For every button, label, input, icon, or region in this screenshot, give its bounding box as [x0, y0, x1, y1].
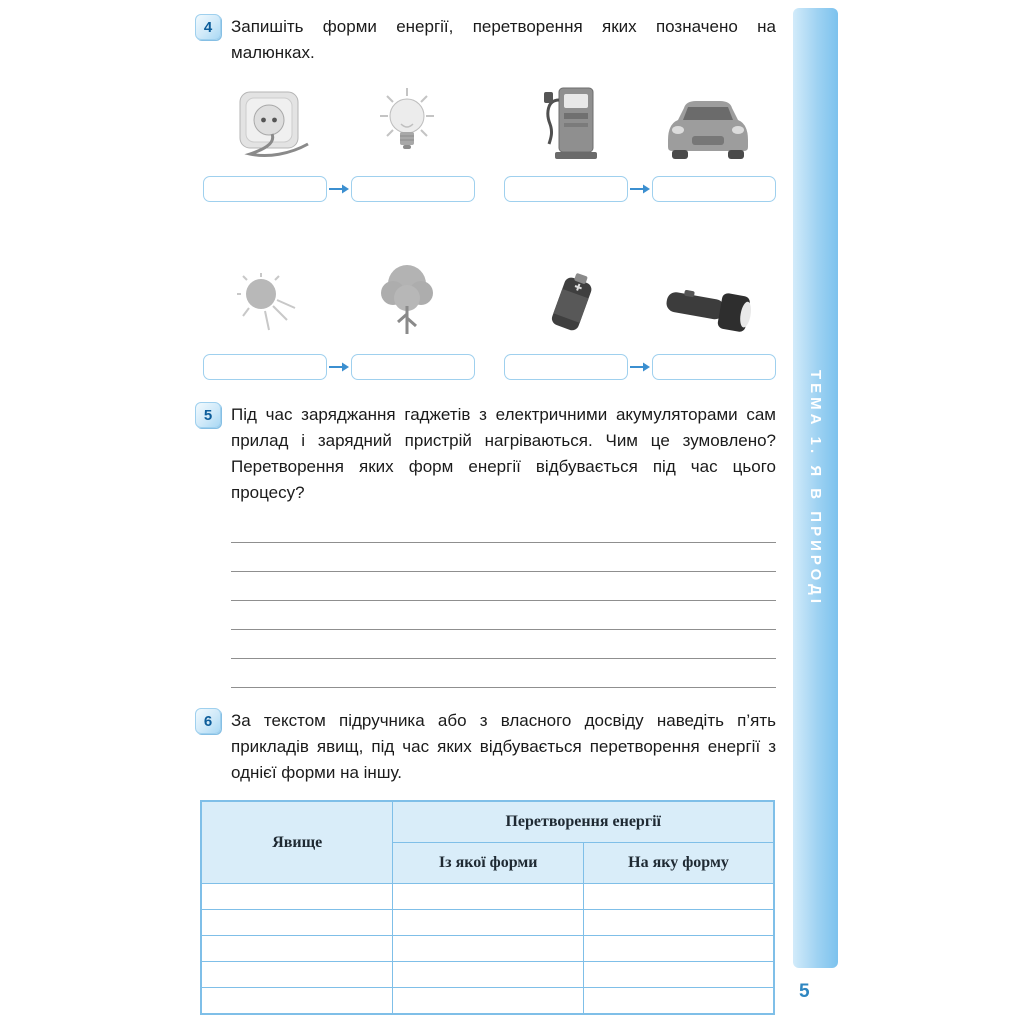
- table-row: [201, 884, 774, 910]
- writing-line[interactable]: [231, 630, 776, 659]
- table-cell[interactable]: [583, 910, 774, 936]
- table-cell[interactable]: [201, 988, 393, 1015]
- answer-box[interactable]: [652, 176, 776, 202]
- exercise-5-badge: [195, 402, 221, 428]
- answer-box[interactable]: [203, 176, 327, 202]
- writing-line[interactable]: [231, 543, 776, 572]
- exercise-4-text: Запишіть форми енергії, перетворення яких позначено на малюнках.: [231, 17, 776, 62]
- theme-sidebar: [793, 8, 838, 968]
- table-cell[interactable]: [583, 962, 774, 988]
- table-cell[interactable]: [393, 884, 584, 910]
- table-row: [201, 962, 774, 988]
- exercise-6: [195, 708, 776, 786]
- pair-group-socket-bulb: [203, 66, 475, 202]
- exercise-5-text: Під час заряджання гаджетів з електричними акумуляторами сам прилад і зарядний пристрій нагріваються. Чим це зумовлено? Перетворення яких форм енергії відбувається під час цього процесу?: [231, 405, 776, 502]
- table-row: [201, 910, 774, 936]
- page-content: [195, 14, 776, 1015]
- table-header-phenomenon: Явище: [201, 801, 393, 884]
- pair-group-battery-flashlight: [504, 244, 776, 380]
- answer-box[interactable]: [351, 176, 475, 202]
- energy-transformation-table: [200, 800, 775, 1015]
- writing-line[interactable]: [231, 514, 776, 543]
- fuel-pump-icon: [504, 80, 640, 162]
- arrow-right-icon: [327, 183, 351, 195]
- arrow-right-icon: [327, 361, 351, 373]
- table-cell[interactable]: [583, 988, 774, 1015]
- wall-socket-icon: [203, 90, 339, 162]
- arrow-right-icon: [628, 361, 652, 373]
- writing-line[interactable]: [231, 572, 776, 601]
- exercise-5: [195, 402, 776, 688]
- pair-group-sun-tree: [203, 244, 475, 380]
- answer-box[interactable]: [652, 354, 776, 380]
- exercise-4-number: 4: [203, 18, 213, 36]
- table-row: [201, 988, 774, 1015]
- arrow-right-icon: [628, 183, 652, 195]
- exercise-4-media: [203, 66, 776, 380]
- theme-sidebar-label: ТЕМА 1. Я В ПРИРОДІ: [807, 369, 824, 607]
- exercise-6-text: За текстом підручника або з власного досвіду наведіть п’ять прикладів явищ, під час яких відбувається перетворення енергії з однієї форми на іншу.: [231, 711, 776, 782]
- table-cell[interactable]: [393, 988, 584, 1015]
- table-cell[interactable]: [583, 884, 774, 910]
- table-cell[interactable]: [201, 936, 393, 962]
- exercise-5-number: 5: [203, 406, 213, 424]
- car-icon: [640, 96, 776, 162]
- table-cell[interactable]: [201, 884, 393, 910]
- table-header-group: Перетворення енергії: [393, 801, 774, 843]
- exercise-6-badge: [195, 708, 221, 734]
- exercise-4-badge: [195, 14, 221, 40]
- table-header-to: На яку форму: [583, 843, 774, 884]
- exercise-4: [195, 14, 776, 66]
- table-cell[interactable]: [201, 910, 393, 936]
- table-header-from: Із якої форми: [393, 843, 584, 884]
- table-row: [201, 936, 774, 962]
- answer-box[interactable]: [504, 354, 628, 380]
- table-cell[interactable]: [393, 962, 584, 988]
- light-bulb-icon: [339, 86, 475, 162]
- answer-box[interactable]: [504, 176, 628, 202]
- battery-icon: [504, 266, 640, 340]
- flashlight-icon: [640, 278, 776, 340]
- tree-icon: [339, 260, 475, 340]
- table-cell[interactable]: [393, 910, 584, 936]
- table-cell[interactable]: [201, 962, 393, 988]
- table-cell[interactable]: [583, 936, 774, 962]
- answer-box[interactable]: [203, 354, 327, 380]
- exercise-6-number: 6: [203, 712, 213, 730]
- sun-icon: [203, 272, 339, 340]
- page-number: 5: [799, 981, 810, 1002]
- table-cell[interactable]: [393, 936, 584, 962]
- pair-group-pump-car: [504, 66, 776, 202]
- answer-box[interactable]: [351, 354, 475, 380]
- writing-line[interactable]: [231, 601, 776, 630]
- writing-line[interactable]: [231, 659, 776, 688]
- exercise-5-answer-lines: [231, 514, 776, 688]
